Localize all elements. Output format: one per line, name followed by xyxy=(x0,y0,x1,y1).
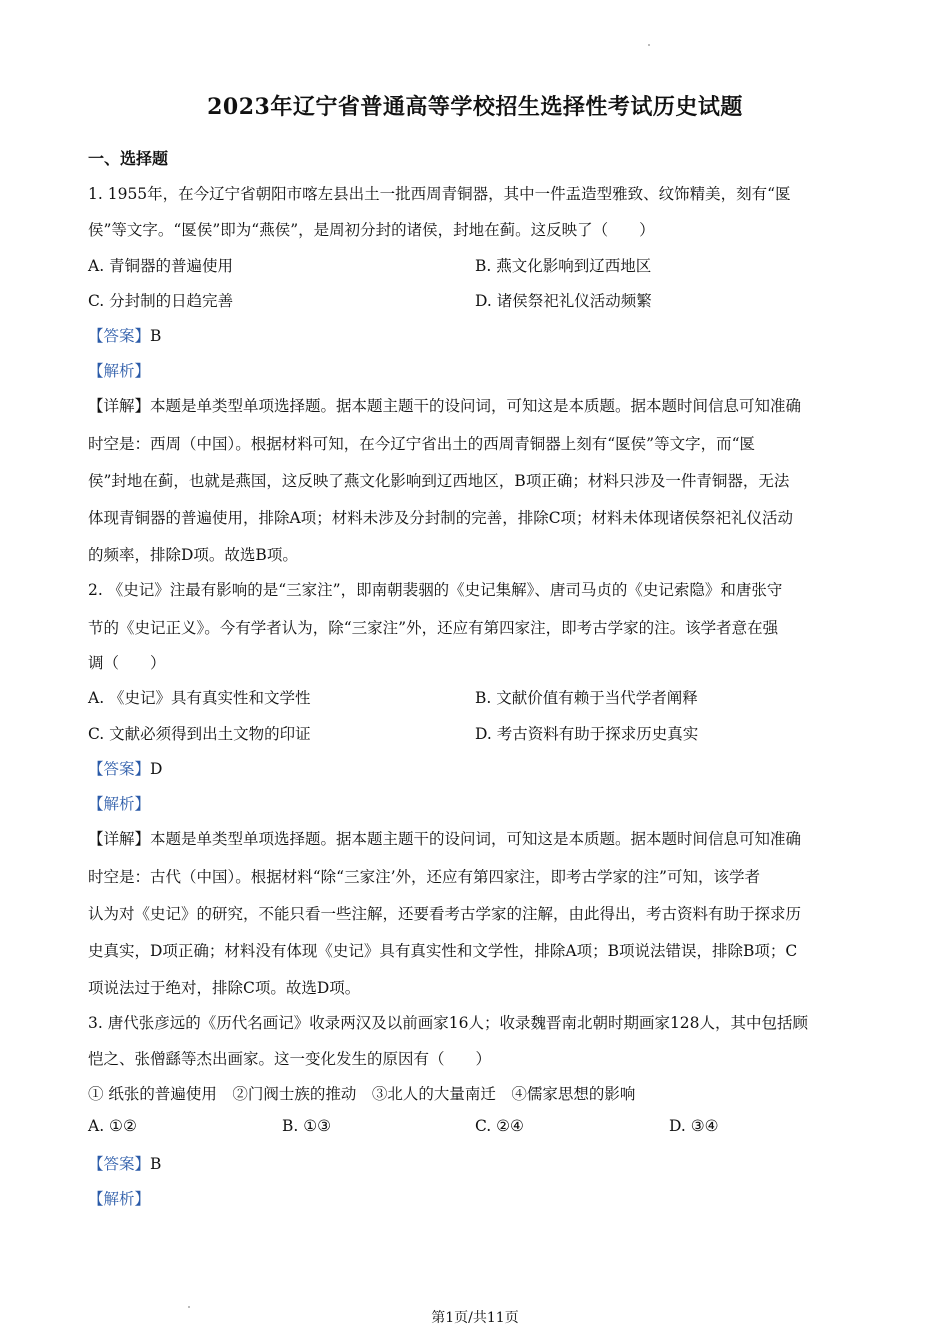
q2-answer xyxy=(88,757,162,779)
q3-answer-value: B xyxy=(150,1155,162,1173)
q2-detail-line: 史真实，D项正确；材料没有体现《史记》具有真实性和文学性，排除A项；B项说法错误，排除B项；C xyxy=(88,942,798,960)
q3-analysis-label: 【解析】 xyxy=(88,1190,151,1208)
answer-label: 【答案】 xyxy=(88,1155,151,1173)
q1-stem-line: 1. 1955年，在今辽宁省朝阳市喀左县出土一批西周青铜器，其中一件盂造型雅致、纹饰精美，刻有“匽 xyxy=(88,185,791,203)
q1-option-a: A. 青铜器的普遍使用 xyxy=(88,257,234,275)
scan-speck xyxy=(648,44,650,46)
q3-stem-line: 3. 唐代张彦远的《历代名画记》收录两汉及以前画家16人；收录魏晋南北朝时期画家128人，其中包括顾 xyxy=(88,1014,809,1032)
page-footer: 第1页/共11页 xyxy=(431,1310,519,1326)
q2-answer-value: D xyxy=(150,760,163,778)
answer-label: 【答案】 xyxy=(88,760,151,778)
answer-label: 【答案】 xyxy=(88,327,151,345)
q2-stem-line: 调（ ） xyxy=(88,654,166,672)
q2-detail-line: 时空是：古代（中国）。根据材料“除“三家注’外，还应有第四家注，即考古学家的注”可知，该学者 xyxy=(88,868,760,886)
q3-answer xyxy=(88,1152,161,1174)
q1-detail-text: 本题是单类型单项选择题。据本题主题干的设问词，可知这是本质题。据本题时间信息可知准确 xyxy=(150,397,802,415)
q2-detail-line: 认为对《史记》的研究，不能只看一些注解，还要看考古学家的注解，由此得出，考古资料有助于探求历 xyxy=(88,905,802,923)
q2-option-a: A. 《史记》具有真实性和文学性 xyxy=(88,689,311,707)
q3-stem-line: ① 纸张的普遍使用 ②门阀士族的推动 ③北人的大量南迁 ④儒家思想的影响 xyxy=(88,1085,636,1103)
q3-option-d: D. ③④ xyxy=(669,1117,719,1135)
q3-stem-line: 恺之、张僧繇等杰出画家。这一变化发生的原因有（ ） xyxy=(88,1050,492,1068)
q2-option-c: C. 文献必须得到出土文物的印证 xyxy=(88,725,311,743)
q1-option-b: B. 燕文化影响到辽西地区 xyxy=(475,257,652,275)
q1-detail-line: 体现青铜器的普遍使用，排除A项；材料未涉及分封制的完善，排除C项；材料未体现诸侯祭祀礼仪活动 xyxy=(88,509,794,527)
q2-detail-line xyxy=(88,827,801,849)
q2-analysis-label: 【解析】 xyxy=(88,795,151,813)
q2-stem-line: 节的《史记正义》。今有学者认为，除“三家注”外，还应有第四家注，即考古学家的注。该学者意在强 xyxy=(88,619,779,637)
q2-detail-text: 本题是单类型单项选择题。据本题主题干的设问词，可知这是本质题。据本题时间信息可知准确 xyxy=(150,830,802,848)
q1-stem-line: 侯”等文字。“匽侯”即为“燕侯”，是周初分封的诸侯，封地在蓟。这反映了（ ） xyxy=(88,221,655,239)
section-heading: 一、选择题 xyxy=(88,149,169,168)
q2-option-d: D. 考古资料有助于探求历史真实 xyxy=(475,725,699,743)
q3-option-a: A. ①② xyxy=(88,1117,137,1135)
q2-option-b: B. 文献价值有赖于当代学者阐释 xyxy=(475,689,698,707)
q1-answer xyxy=(88,324,161,346)
page-title: 2023年辽宁省普通高等学校招生选择性考试历史试题 xyxy=(207,94,743,120)
q3-option-b: B. ①③ xyxy=(282,1117,332,1135)
q1-detail-line: 时空是：西周（中国）。根据材料可知，在今辽宁省出土的西周青铜器上刻有“匽侯”等文字，而“匽 xyxy=(88,435,756,453)
q1-option-c: C. 分封制的日趋完善 xyxy=(88,292,234,310)
q2-stem-line: 2. 《史记》注最有影响的是“三家注”，即南朝裴骃的《史记集解》、唐司马贞的《史记索隐》和唐张守 xyxy=(88,581,783,599)
q1-detail-line: 侯”封地在蓟，也就是燕国，这反映了燕文化影响到辽西地区，B项正确；材料只涉及一件青铜器，无法 xyxy=(88,472,790,490)
q3-option-c: C. ②④ xyxy=(475,1117,524,1135)
q1-option-d: D. 诸侯祭祀礼仪活动频繁 xyxy=(475,292,652,310)
q1-analysis-label: 【解析】 xyxy=(88,362,151,380)
q1-detail-line xyxy=(88,394,801,416)
q1-answer-value: B xyxy=(150,327,162,345)
q1-detail-line: 的频率，排除D项。故选B项。 xyxy=(88,546,298,564)
detail-label: 【详解】 xyxy=(88,397,151,415)
detail-label: 【详解】 xyxy=(88,830,151,848)
q2-detail-line: 项说法过于绝对，排除C项。故选D项。 xyxy=(88,979,361,997)
